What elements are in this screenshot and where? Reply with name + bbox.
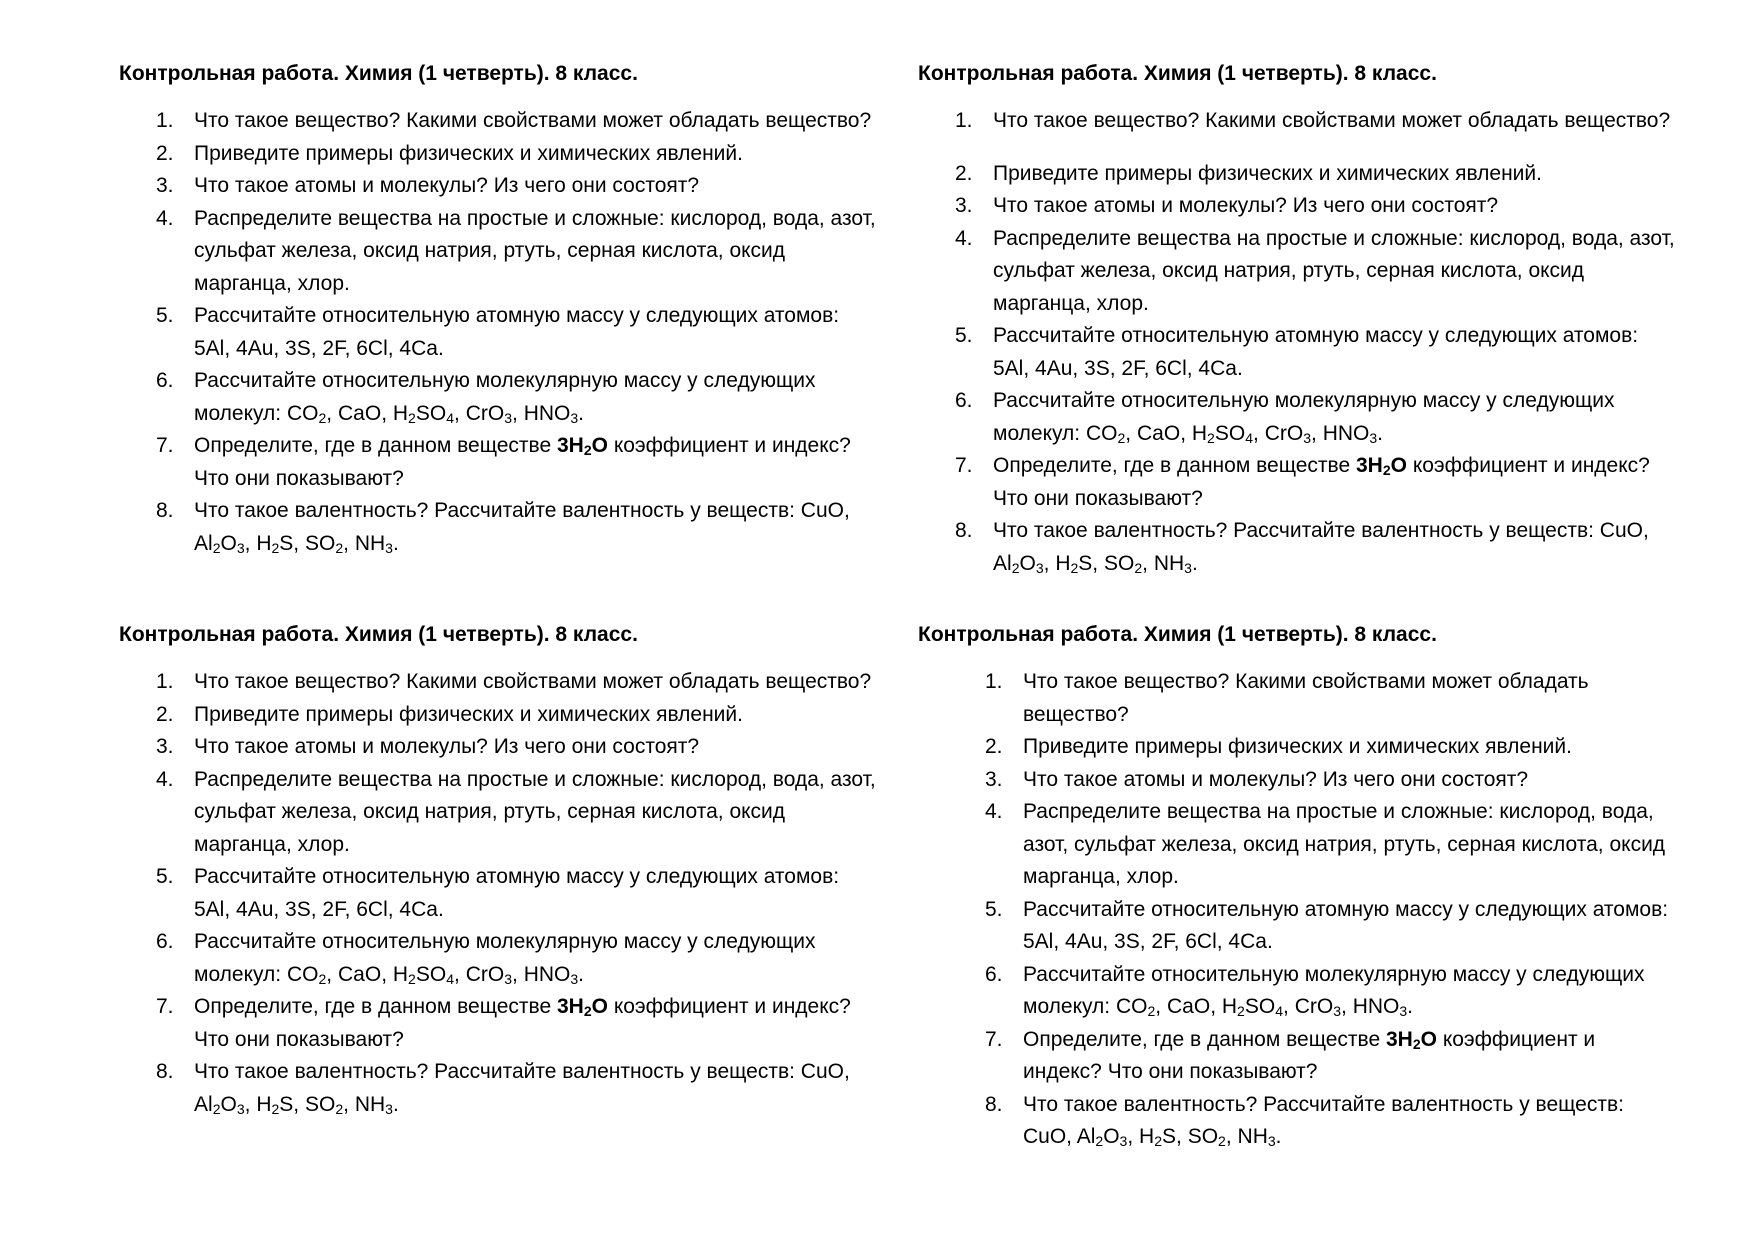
question-item — [119, 170, 879, 203]
question-number: 3. — [156, 735, 174, 758]
card-title: Контрольная работа. Химия (1 четверть). 8 класс. — [119, 62, 638, 85]
question-text: Рассчитайте относительную молекулярную массу у следующих молекул: — [1023, 962, 1645, 1018]
question-list — [918, 105, 1678, 580]
question-number: 6. — [955, 389, 973, 412]
question-text: Что такое валентность? Рассчитайте валентность у веществ: CuO, — [993, 519, 1649, 542]
question-text: Рассчитайте относительную молекулярную массу у следующих молекул: — [194, 369, 816, 425]
question-number: 5. — [985, 897, 1003, 921]
question-number: 6. — [985, 962, 1003, 986]
question-number: 2. — [985, 735, 1003, 758]
question-number: 8. — [156, 499, 174, 522]
question-text: Рассчитайте относительную атомную массу у следующих атомов: 5Al, 4Au, 3S, 2F, 6Cl, 4Ca. — [1023, 897, 1669, 953]
question-text: Что такое атомы и молекулы? Из чего они состоят? — [194, 735, 700, 758]
question-number: 1. — [955, 109, 973, 132]
test-card-bottom-left — [119, 621, 879, 1121]
question-item — [119, 1056, 879, 1121]
question-item — [119, 699, 879, 732]
question-item — [918, 1024, 1678, 1089]
question-item — [918, 764, 1678, 797]
question-number: 4. — [156, 206, 174, 230]
chemical-formula-list: $Al_2O_3$, $H_2S$, $SO_2$, $NH_3$. — [194, 531, 399, 556]
question-text: Приведите примеры физических и химических явлений. — [194, 141, 743, 165]
question-text: Распределите вещества на простые и сложные: кислород, вода, азот, сульфат железа, оксид натрия, ртуть, серная кислота, оксид марганца, хлор. — [194, 206, 876, 295]
question-item — [119, 203, 879, 301]
question-number: 1. — [156, 670, 174, 693]
question-item — [119, 430, 879, 495]
question-text: Определите, где в данном веществе — [194, 434, 557, 457]
question-item — [119, 300, 879, 365]
question-text-after: коэффициент и индекс? Что они показывают? — [1023, 1027, 1596, 1083]
bold-formula: $3H_2O$ — [556, 995, 608, 1019]
test-card-bottom-right — [918, 621, 1678, 1154]
question-item — [918, 666, 1678, 731]
question-item — [119, 731, 879, 764]
question-number: 6. — [156, 369, 174, 392]
test-card-top-right — [918, 60, 1678, 580]
question-list — [918, 666, 1678, 1154]
question-text: Определите, где в данном веществе — [194, 995, 557, 1018]
question-item — [918, 1089, 1678, 1154]
question-number: 8. — [985, 1092, 1003, 1116]
question-number: 5. — [156, 304, 174, 327]
question-text: Рассчитайте относительную молекулярную массу у следующих молекул: — [993, 389, 1615, 445]
card-title: Контрольная работа. Химия (1 четверть). 8 класс. — [918, 623, 1437, 646]
question-item — [918, 515, 1678, 580]
question-number: 2. — [156, 702, 174, 726]
question-text: Рассчитайте относительную молекулярную массу у следующих молекул: — [194, 930, 816, 986]
question-number: 7. — [985, 1027, 1003, 1051]
chemical-formula-list: $CO_2$, CaO, $H_2SO_4$, CrO$_3$, $HNO_3$. — [286, 962, 585, 987]
question-text-after: коэффициент и индекс? Что они показывают? — [194, 995, 851, 1051]
question-item — [918, 894, 1678, 959]
question-text: Что такое валентность? Рассчитайте валентность у веществ: CuO, — [194, 1060, 850, 1083]
question-number: 7. — [955, 454, 973, 477]
question-text: Рассчитайте относительную атомную массу у следующих атомов: 5Al, 4Au, 3S, 2F, 6Cl, 4Ca. — [194, 304, 840, 360]
question-text: Распределите вещества на простые и сложные: кислород, вода, азот, сульфат железа, оксид натрия, ртуть, серная кислота, оксид марганца, хлор. — [993, 226, 1675, 315]
question-number: 1. — [156, 109, 174, 132]
bold-formula: $3H_2O$ — [1385, 1027, 1437, 1052]
question-number: 4. — [156, 767, 174, 791]
question-item — [918, 796, 1678, 894]
question-item — [918, 320, 1678, 385]
question-text: Что такое вещество? Какими свойствами может обладать вещество? — [993, 109, 1671, 132]
question-list — [119, 105, 879, 560]
question-text-after: коэффициент и индекс? Что они показывают? — [194, 434, 851, 490]
question-text: Что такое вещество? Какими свойствами может обладать вещество? — [194, 109, 872, 132]
question-text: Распределите вещества на простые и сложные: кислород, вода, азот, сульфат железа, оксид натрия, ртуть, серная кислота, оксид марганца, хлор. — [1023, 800, 1666, 888]
card-title: Контрольная работа. Химия (1 четверть). 8 класс. — [918, 62, 1437, 85]
question-text: Что такое атомы и молекулы? Из чего они состоят? — [993, 194, 1499, 217]
question-number: 5. — [156, 865, 174, 888]
question-number: 3. — [985, 767, 1003, 791]
question-number: 8. — [955, 519, 973, 542]
question-text: Распределите вещества на простые и сложные: кислород, вода, азот, сульфат железа, оксид натрия, ртуть, серная кислота, оксид марганца, хлор. — [194, 767, 876, 856]
chemical-formula-list: $Al_2O_3$, $H_2S$, $SO_2$, $NH_3$. — [194, 1092, 399, 1117]
question-item — [119, 991, 879, 1056]
question-item — [918, 105, 1678, 138]
question-number: 1. — [985, 670, 1003, 693]
question-number: 6. — [156, 930, 174, 953]
question-item — [119, 495, 879, 560]
question-item — [918, 190, 1678, 223]
question-text: Что такое атомы и молекулы? Из чего они состоят? — [1023, 767, 1529, 791]
question-number: 3. — [955, 194, 973, 217]
bold-formula: $3H_2O$ — [556, 434, 608, 458]
question-text: Рассчитайте относительную атомную массу у следующих атомов: 5Al, 4Au, 3S, 2F, 6Cl, 4Ca. — [194, 865, 840, 921]
question-item — [918, 385, 1678, 450]
chemical-formula-list: $Al_2O_3$, $H_2S$, $SO_2$, $NH_3$. — [1076, 1125, 1282, 1149]
question-text: Что такое валентность? Рассчитайте валентность у веществ: CuO, — [1023, 1092, 1624, 1148]
question-number: 4. — [955, 226, 973, 250]
question-item — [918, 959, 1678, 1024]
question-item — [119, 138, 879, 171]
question-number: 7. — [156, 995, 174, 1018]
question-text: Приведите примеры физических и химических явлений. — [993, 161, 1542, 185]
question-text: Что такое валентность? Рассчитайте валентность у веществ: CuO, — [194, 499, 850, 522]
question-item — [918, 731, 1678, 764]
question-text: Приведите примеры физических и химических явлений. — [194, 702, 743, 726]
question-text: Рассчитайте относительную атомную массу у следующих атомов: 5Al, 4Au, 3S, 2F, 6Cl, 4Ca. — [993, 324, 1639, 380]
question-text: Что такое вещество? Какими свойствами может обладать вещество? — [1023, 670, 1589, 726]
question-text: Определите, где в данном веществе — [993, 454, 1356, 477]
chemical-formula-list: $CO_2$, CaO, $H_2SO_4$, CrO$_3$, $HNO_3$. — [1115, 995, 1414, 1019]
question-text: Определите, где в данном веществе — [1023, 1027, 1386, 1051]
question-item — [119, 365, 879, 430]
question-item — [119, 861, 879, 926]
question-number: 4. — [985, 800, 1003, 823]
question-text: Что такое вещество? Какими свойствами может обладать вещество? — [194, 670, 872, 693]
chemical-formula-list: $Al_2O_3$, $H_2S$, $SO_2$, $NH_3$. — [993, 551, 1198, 576]
question-number: 3. — [156, 174, 174, 197]
question-item — [119, 764, 879, 862]
question-item — [119, 666, 879, 699]
question-text: Приведите примеры физических и химических явлений. — [1023, 735, 1572, 758]
bold-formula: $3H_2O$ — [1355, 454, 1407, 478]
question-item — [918, 450, 1678, 515]
question-text-after: коэффициент и индекс? Что они показывают? — [993, 454, 1650, 510]
question-text: Что такое атомы и молекулы? Из чего они состоят? — [194, 174, 700, 197]
question-number: 7. — [156, 434, 174, 457]
test-card-top-left — [119, 60, 879, 560]
question-number: 8. — [156, 1060, 174, 1083]
question-number: 2. — [156, 141, 174, 165]
card-title: Контрольная работа. Химия (1 четверть). 8 класс. — [119, 623, 638, 646]
question-item — [119, 105, 879, 138]
question-item — [119, 926, 879, 991]
chemical-formula-list: $CO_2$, CaO, $H_2SO_4$, CrO$_3$, $HNO_3$. — [286, 401, 585, 426]
question-number: 2. — [955, 161, 973, 185]
question-item — [918, 158, 1678, 191]
question-number: 5. — [955, 324, 973, 347]
question-item — [918, 223, 1678, 321]
chemical-formula-list: $CO_2$, CaO, $H_2SO_4$, CrO$_3$, $HNO_3$. — [1085, 421, 1384, 446]
question-list — [119, 666, 879, 1121]
